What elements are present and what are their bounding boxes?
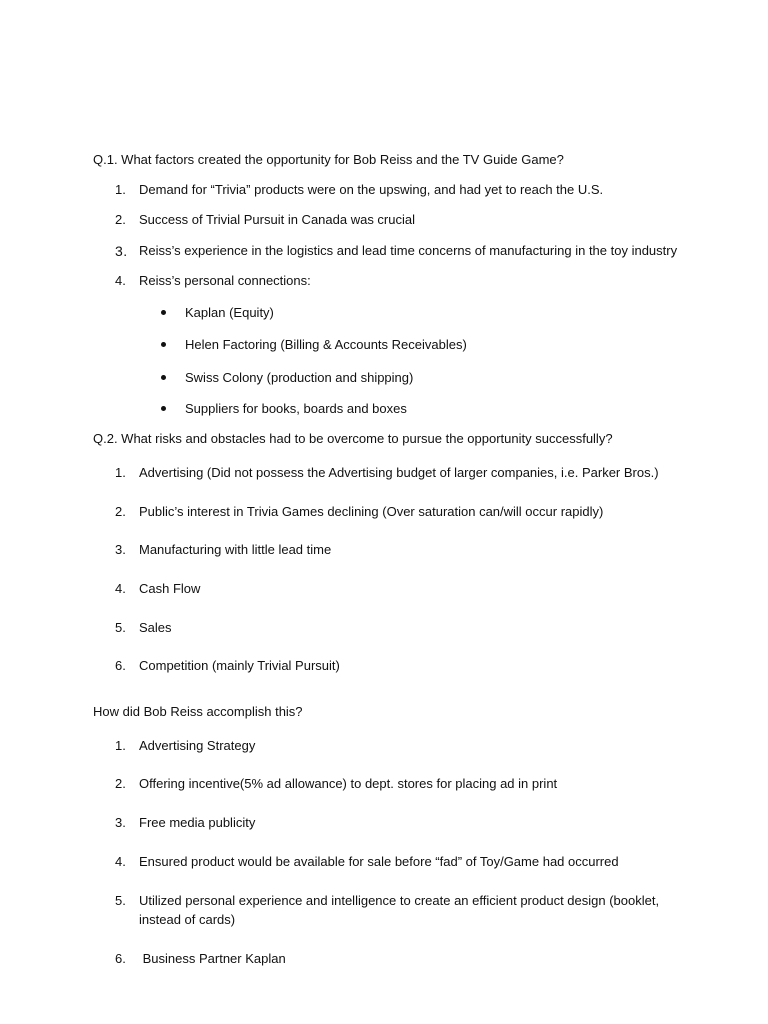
q2-item-2-text: Public’s interest in Trivia Games declining (Over saturation can/will occur rapidly) — [139, 504, 604, 519]
q2-item-2-number: 2. — [115, 504, 126, 519]
q1-item-4-text: Reiss’s personal connections: — [139, 273, 311, 288]
q1-bullet-2: Helen Factoring (Billing & Accounts Receivables) — [185, 337, 467, 352]
q3-item-2-text: Offering incentive(5% ad allowance) to dept. stores for placing ad in print — [139, 776, 558, 791]
q3-item-5-number: 5. — [115, 893, 126, 908]
q2-item-3-number: 3. — [115, 542, 126, 557]
q1-bullet-1: Kaplan (Equity) — [185, 305, 274, 320]
bullet-icon — [161, 400, 175, 418]
q3-item-1-number: 1. — [115, 738, 126, 753]
q1-item-1-number: 1. — [115, 182, 126, 197]
q3-item-3-text: Free media publicity — [139, 815, 256, 830]
q3-item-4-text: Ensured product would be available for sale before “fad” of Toy/Game had occurred — [139, 854, 619, 869]
q2-item-5-text: Sales — [139, 620, 172, 635]
q1-bullet-4: Suppliers for books, boards and boxes — [185, 401, 407, 416]
q2-item-6-text: Competition (mainly Trivial Pursuit) — [139, 658, 340, 673]
q3-item-6-text: Business Partner Kaplan — [139, 951, 286, 966]
bullet-icon — [161, 304, 175, 322]
bullet-icon — [161, 369, 175, 387]
q1-item-2-text: Success of Trivial Pursuit in Canada was crucial — [139, 212, 416, 227]
q3-item-3-number: 3. — [115, 815, 126, 830]
q3-item-2-number: 2. — [115, 776, 126, 791]
q3-item-4-number: 4. — [115, 854, 126, 869]
q1-item-1-text: Demand for “Trivia” products were on the upswing, and had yet to reach the U.S. — [139, 182, 604, 197]
q2-item-1-text: Advertising (Did not possess the Advertising budget of larger companies, i.e. Parker Bros.) — [139, 465, 659, 480]
q3-item-5-text: Utilized personal experience and intelligence to create an efficient product design (booklet, — [139, 893, 660, 908]
question-3: How did Bob Reiss accomplish this? — [93, 704, 303, 719]
q3-item-1-text: Advertising Strategy — [139, 738, 256, 753]
q2-item-6-number: 6. — [115, 658, 126, 673]
question-2: Q.2. What risks and obstacles had to be overcome to pursue the opportunity successfully? — [93, 431, 613, 446]
q2-item-4-text: Cash Flow — [139, 581, 201, 596]
q1-item-3-number: 3. — [115, 243, 128, 259]
q2-item-1-number: 1. — [115, 465, 126, 480]
bullet-icon — [161, 336, 175, 354]
q1-item-3-text: Reiss’s experience in the logistics and lead time concerns of manufacturing in the toy industry — [139, 243, 678, 258]
q2-item-5-number: 5. — [115, 620, 126, 635]
q1-bullet-3: Swiss Colony (production and shipping) — [185, 370, 414, 385]
q3-item-5-text-continued: instead of cards) — [139, 912, 236, 927]
q2-item-3-text: Manufacturing with little lead time — [139, 542, 332, 557]
q2-item-4-number: 4. — [115, 581, 126, 596]
q1-item-4-number: 4. — [115, 273, 126, 288]
question-1: Q.1. What factors created the opportunity for Bob Reiss and the TV Guide Game? — [93, 152, 564, 167]
q3-item-6-number: 6. — [115, 951, 126, 966]
q1-item-2-number: 2. — [115, 212, 126, 227]
